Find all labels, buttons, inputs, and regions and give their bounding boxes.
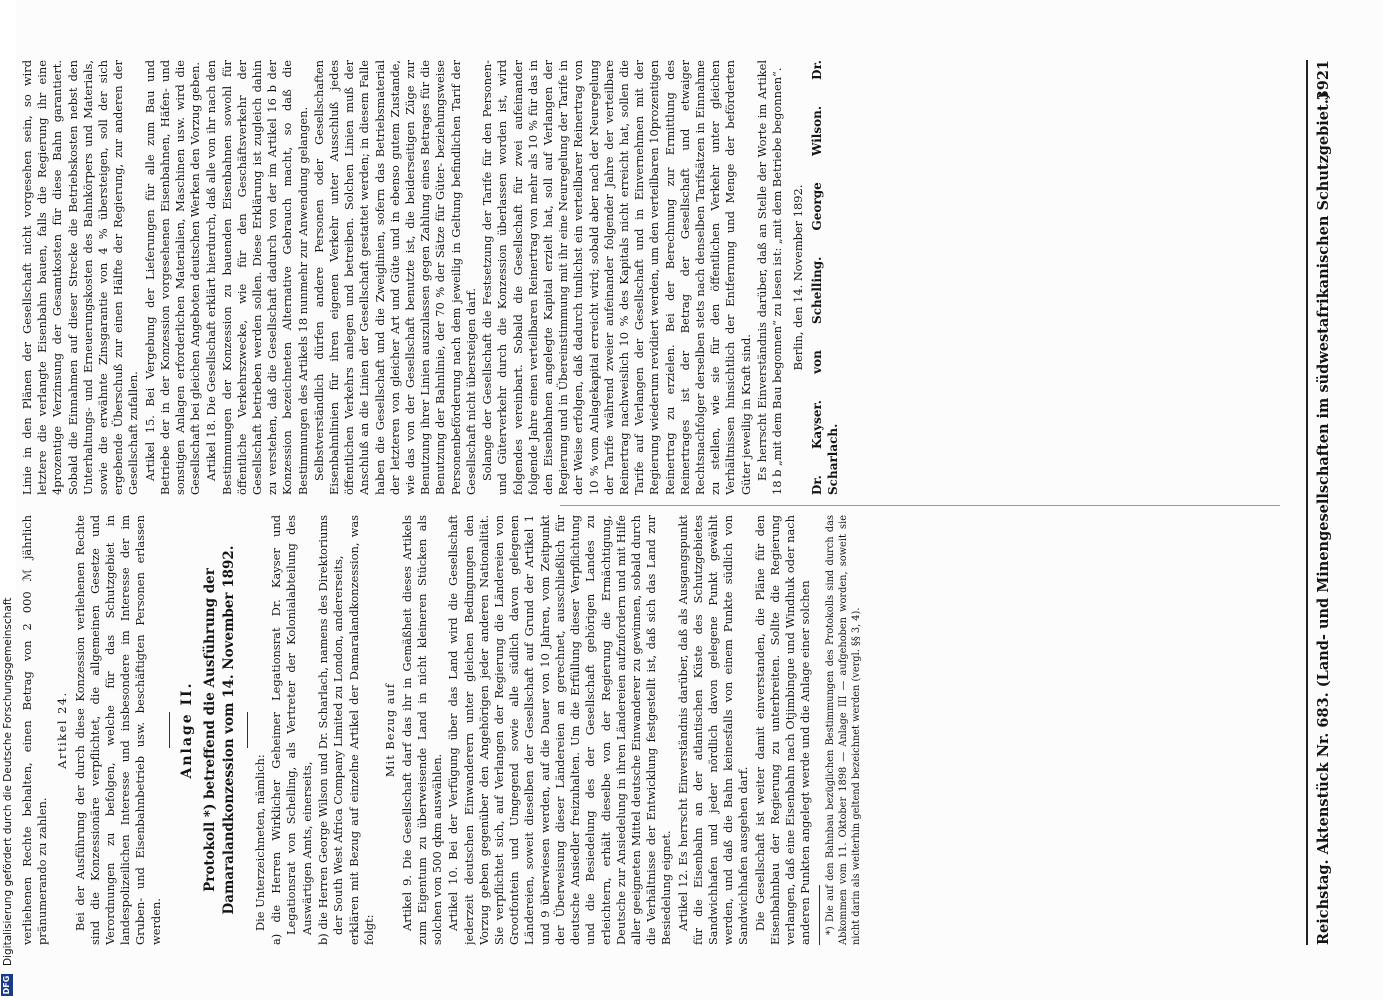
protocol-title: Protokoll *) betreffend die Ausführung der Damaralandkonzession vom 14. November 1892. (202, 545, 238, 915)
title-divider (247, 712, 248, 748)
header-rule (1306, 60, 1308, 945)
signatures: Dr. Kayser. von Schelling. George Wilson. Dr. Scharlach. (810, 60, 840, 495)
branch-lines-text: Selbstverständlich dürfen andere Personen oder Gesellschaften Eisenbahnlinien für ihren eigenen Verkehr unter Ausschluß jedes öffentlichen Verkehrs anlegen und betreiben. Solchen Linien muß der Anschluß an die Linien der Gesellschaft gestattet werden; in diesem Falle haben die Gesellschaft und die Zweiglinien, sofern das Betriebsmaterial der letzteren von gleicher Art und Güte und in ebenso gutem Zustande, wie das von der Gesellschaft benutzte ist, die beiderseitigen Züge zur Benutzung ihrer Linien auszulassen gegen Zahlung eines Betrages für die Benutzung der Bahnlinie, der 70 % der Sätze für Güter- beziehungsweise Personenbeförderung nach dem jeweilig in Geltung befindlichen Tarif der Gesellschaft nicht übersteigen darf. (311, 60, 478, 495)
right-column (20, 60, 1300, 495)
agreement-text: erklären mit Bezug auf einzelne Artikel der Damaralandkonzession, was folgt: (347, 515, 377, 945)
column-divider (560, 505, 1280, 506)
continuation-text: verliehenen Rechte behalten, einen Betrag von 2 000 ℳ jährlich pränumerando zu zahlen. (20, 515, 50, 945)
article-15-text: Artikel 15. Bei Vergebung der Lieferungen für alle zum Bau und Betriebe der in der Konzession vorgesehenen Eisenbahnen, Häfen- und sonstigen Anlagen erforderlichen Materialien, Maschinen usw. wird die Gesellschaft bei gleichen Angeboten deutschen Werken den Vorzug geben. (142, 60, 203, 495)
article-24-text: Bei der Ausführung der durch diese Konzession verliehenen Rechte sind die Konzessionäre verpflichtet, die allgemeinen Gesetze und Verordnungen zu befolgen, welche für das Schutzgebiet in landespolizeilichen Interesse und insbesondere im Interesse der im Gruben- und Eisenbahnbetrieb usw. beschäftigten Personen erlassen werden. (72, 515, 163, 945)
funding-stripe (0, 0, 16, 1000)
section-title: Anlage II. (178, 681, 195, 779)
running-header (1315, 60, 1335, 945)
tariff-text: Solange der Gesellschaft die Festsetzung der Tarife für den Personen- und Güterverkehr durch die Konzession überlassen worden ist, wird folgendes vereinbart. Sobald die Gesellschaft für zwei aufeinander folgende Jahre einen verteilbaren Reinertrag von mehr als 10 % für das in den Eisenbahnen angelegte Kapital erzielt hat, soll auf Verlangen der Regierung und in Übereinstimmung mit ihr eine Neuregelung der Tarife in der Weise erfolgen, daß dadurch tunlichst ein verteilbarer Reinertrag von 10 % vom Anlagekapital erreicht wird; sobald aber nach der Neuregelung der Tarife während zweier aufeinander folgender Jahre der verteilbare Reinertrag nachweislich 10 % des Kapitals nicht erreicht hat, sollen die Tarife auf Verlangen der Gesellschaft und in Einvernehmen mit der Regierung wiederum revidiert werden, um den verteilbaren 10prozentigen Reinertrag zu erzielen. Bei der Berechnung zur Ermittlung des Reinertrages ist der Betrag der Gesellschaft und etwaiger Rechtsnachfolger derselben stets nach denselben Tarifsätzen in Einnahme zu stellen, wie sie für den öffentlichen Verkehr unter gleichen Verhältnissen hinsichtlich der Entfernung und Menge der beförderten Güter jeweilig in Kraft sind. (480, 60, 753, 495)
party-b: b) die Herren George Wilson und Dr. Scharlach, namens des Direktoriums der South West Africa Company Limited zu London, andererseits, (315, 515, 346, 945)
intro-text: Die Unterzeichneten, nämlich: (253, 754, 268, 931)
article-24-heading: Artikel 24. (55, 691, 70, 769)
footnote-rule (819, 885, 820, 945)
party-a: a) die Herren Wirklicher Geheimer Legationsrat Dr. Kayser und Legationsrat von Schelling, als Vertreter der Kolonialabteilung des Auswärtigen Amts, einerseits, (269, 515, 314, 945)
article-10-text: Artikel 10. Bei der Verfügung über das Land wird die Gesellschaft jederzeit deutschen Einwanderern unter gleichen Bedingungen den Vorzug geben gegenüber den Angehörigen jeder anderen Nationalität. Sie verpflichtet sich, auf Verlangen der Regierung die Ländereien von Grootfontein und Umgegend sowie alle südlich davon gelegenen Ländereien, soweit dieselben der Gesellschaft auf Grund der Artikel 1 und 9 überwiesen werden, auf die Dauer von 10 Jahren, vom Zeitpunkt der Überweisung dieser Ländereien an gerechnet, ausschließlich für deutsche Ansiedler freizuhalten. Um die Erfüllung dieser Verpflichtung und die Besiedelung des der Gesellschaft gehörigen Landes zu erleichtern, erhält dieselbe von der Regierung die Ermächtigung, Deutsche zur Ansiedelung in ihren Ländereien aufzufordern und mit Hilfe aller geeigneten Mittel deutsche Einwanderer zu gewinnen, sobald durch die Verhältnisse der Entwicklung festgestellt ist, daß sich das Land zur Besiedelung eignet. (446, 515, 674, 945)
amendment-text: Es herrscht Einverständnis darüber, daß an Stelle der Worte im Artikel 18 b „mit dem Bau begonnen“ zu lesen ist: „mit dem Betriebe begonnen“. (754, 60, 784, 495)
article-18-text: Artikel 18. Die Gesellschaft erklärt hierdurch, daß alle von ihr nach den Bestimmungen der Konzession zu bauenden Eisenbahnen sowohl für öffentliche Verkehrszwecke, wie für den Geschäftsverkehr der Gesellschaft betrieben werden sollen. Diese Erklärung ist zugleich dahin zu verstehen, daß die Gesellschaft dadurch von der im Artikel 16 b der Konzession bezeichneten Alternative Gebrauch macht, so daß die Bestimmungen des Artikels 18 nunmehr zur Anwendung gelangen. (204, 60, 310, 495)
funding-notice: Digitalisierung gefördert durch die Deutsche Forschungsgemeinschaft (2, 597, 14, 966)
article-12-text: Artikel 12. Es herrscht Einverständnis darüber, daß als Ausgangspunkt für die Eisenbahn an der atlantischen Küste des Schutzgebietes Sandwichhafen und jeder nördlich davon gelegene Punkt gewählt werden, und daß die Bahn keinesfalls von einem Punkte südlich von Sandwichhafen ausgehen darf. (675, 515, 751, 945)
footnote: *) Die auf den Bahnbau bezüglichen Bestimmungen des Protokolls sind durch das Abkommen vom 11. Oktober 1898 — Anlage III — aufgehoben worden, soweit sie nicht darin als weiterhin geltend bezeichnet werden (vergl. §§ 3, 4). (825, 515, 863, 945)
dfg-logo: DFG (2, 975, 11, 995)
left-column (20, 515, 1300, 945)
running-title: Reichstag. Aktenstück Nr. 683. (Land- und Minengesellschaften im südwestafrikanischen Schutzgebiet.) (1315, 92, 1332, 945)
place-date: Berlin, den 14. November 1892. (791, 184, 806, 371)
reference-text: Mit Bezug auf (382, 682, 397, 778)
article-9-text: Artikel 9. Die Gesellschaft darf das ihr in Gemäßheit dieses Artikels zum Eigentum zu überweisende Land in nicht kleineren Stücken als solchen von 500 qkm auswählen. (399, 515, 445, 945)
article-12-continued: Die Gesellschaft ist weiter damit einverstanden, die Pläne für den Eisenbahnbau der Regierung zu unterbreiten. Sollte die Regierung verlangen, daß eine Eisenbahn nach Otjimbingue und Windhuk oder nach anderen Punkten angelegt werde und die Anlage einer solchen (752, 515, 813, 945)
section-divider (169, 712, 170, 748)
railway-guarantee-text: Linie in den Plänen der Gesellschaft nicht vorgesehen sein, so wird letztere die verlangte Eisenbahn bauen, falls die Regierung ihr eine 4prozentige Verzinsung der Gesamtkosten für diese Bahn garantiert. Sobald die Einnahmen auf dieser Strecke die Betriebskosten nebst den Unterhaltungs- und Erneuerungskosten des Bahnkörpers und Materials, sowie die erwähnte Zinsgarantie von 4 % übersteigen, soll der sich ergebende Überschuß zur einen Hälfte der Regierung, zur anderen der Gesellschaft zufallen. (20, 60, 141, 495)
page-number: 3921 (1315, 60, 1332, 101)
